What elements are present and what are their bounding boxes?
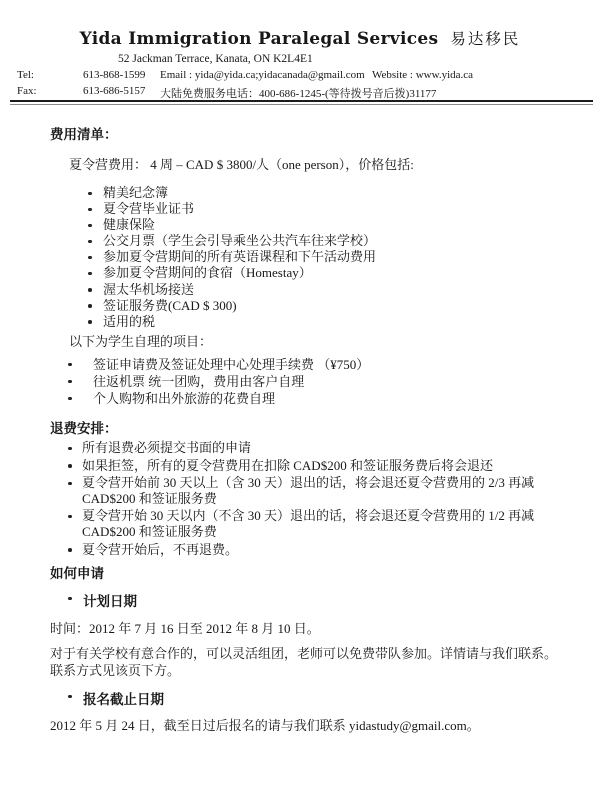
- list-item: 个人购物和出外旅游的花费自理: [68, 390, 369, 407]
- email-text: Email : yida@yida.ca;yidacanada@gmail.com: [160, 69, 365, 81]
- list-item: 如果拒签，所有的夏令营费用在扣除 CAD$200 和签证服务费后将会退还: [68, 458, 582, 474]
- company-name-zh: 易达移民: [450, 31, 521, 48]
- list-item: 参加夏令营期间的食宿（Homestay）: [88, 265, 376, 281]
- list-item: 夏令营开始前 30 天以上（含 30 天）退出的话，将会退还夏令营费用的 2/3 再减 CAD$200 和签证服务费: [68, 475, 582, 506]
- letterhead: [0, 27, 600, 49]
- refund-list: [68, 440, 582, 559]
- tel-row: [0, 69, 600, 84]
- deadline-line: 2012 年 5 月 24 日，截至日过后报名的请与我们联系 yidastudy@gmail.com。: [50, 718, 480, 733]
- list-item: 签证服务费(CAD $ 300): [88, 298, 376, 314]
- fax-row: [0, 85, 600, 100]
- cooperation-paragraph: 对于有关学校有意合作的，可以灵活组团，老师可以免费带队参加。详情请与我们联系。联系方式见该页下方。: [50, 646, 558, 678]
- fax-label: Fax:: [17, 85, 37, 97]
- fee-list-heading: 费用清单：: [50, 127, 118, 142]
- list-item: 健康保险: [88, 217, 376, 233]
- refund-heading: 退费安排：: [50, 421, 118, 436]
- list-item: 适用的税: [88, 314, 376, 330]
- list-item: 精美纪念簿: [88, 185, 376, 201]
- list-item: 渥太华机场接送: [88, 282, 376, 298]
- china-hotline: 大陆免费服务电话：400-686-1245-(等待拨号音后拨)31177: [160, 88, 437, 100]
- deadline-item: 报名截止日期: [68, 688, 164, 708]
- how-to-apply-heading: 如何申请: [50, 566, 104, 581]
- company-name-en: Yida Immigration Paralegal Services: [79, 29, 439, 49]
- list-item: 往返机票 统一团购，费用由客户自理: [68, 373, 369, 390]
- list-item: 签证申请费及签证处理中心处理手续费 （¥750）: [68, 356, 369, 373]
- company-address: 52 Jackman Terrace, Kanata, ON K2L4E1: [118, 53, 313, 65]
- header-divider: [10, 100, 593, 105]
- website-text: Website : www.yida.ca: [372, 69, 474, 81]
- list-item: 参加夏令营期间的所有英语课程和下午活动费用: [88, 249, 376, 265]
- self-pay-list: [68, 356, 369, 407]
- list-item: 所有退费必须提交书面的申请: [68, 440, 582, 456]
- fee-intro: 夏令营费用： 4 周 – CAD $ 3800/人（one person），价格包括:: [69, 157, 414, 172]
- self-pay-intro: 以下为学生自理的项目：: [69, 334, 213, 349]
- tel-number: 613-868-1599: [83, 69, 146, 81]
- fax-number: 613-686-5157: [83, 85, 146, 97]
- fee-includes-list: [88, 185, 376, 330]
- plan-date-item: 计划日期: [68, 590, 137, 610]
- tel-label: Tel:: [17, 69, 34, 81]
- list-item: 夏令营开始后，不再退费。: [68, 542, 582, 558]
- list-item: 夏令营毕业证书: [88, 201, 376, 217]
- list-item: 夏令营开始 30 天以内（不含 30 天）退出的话，将会退还夏令营费用的 1/2 再减 CAD$200 和签证服务费: [68, 508, 582, 539]
- list-item: 公交月票（学生会引导乘坐公共汽车往来学校）: [88, 233, 376, 249]
- time-line: 时间：2012 年 7 月 16 日至 2012 年 8 月 10 日。: [50, 621, 320, 636]
